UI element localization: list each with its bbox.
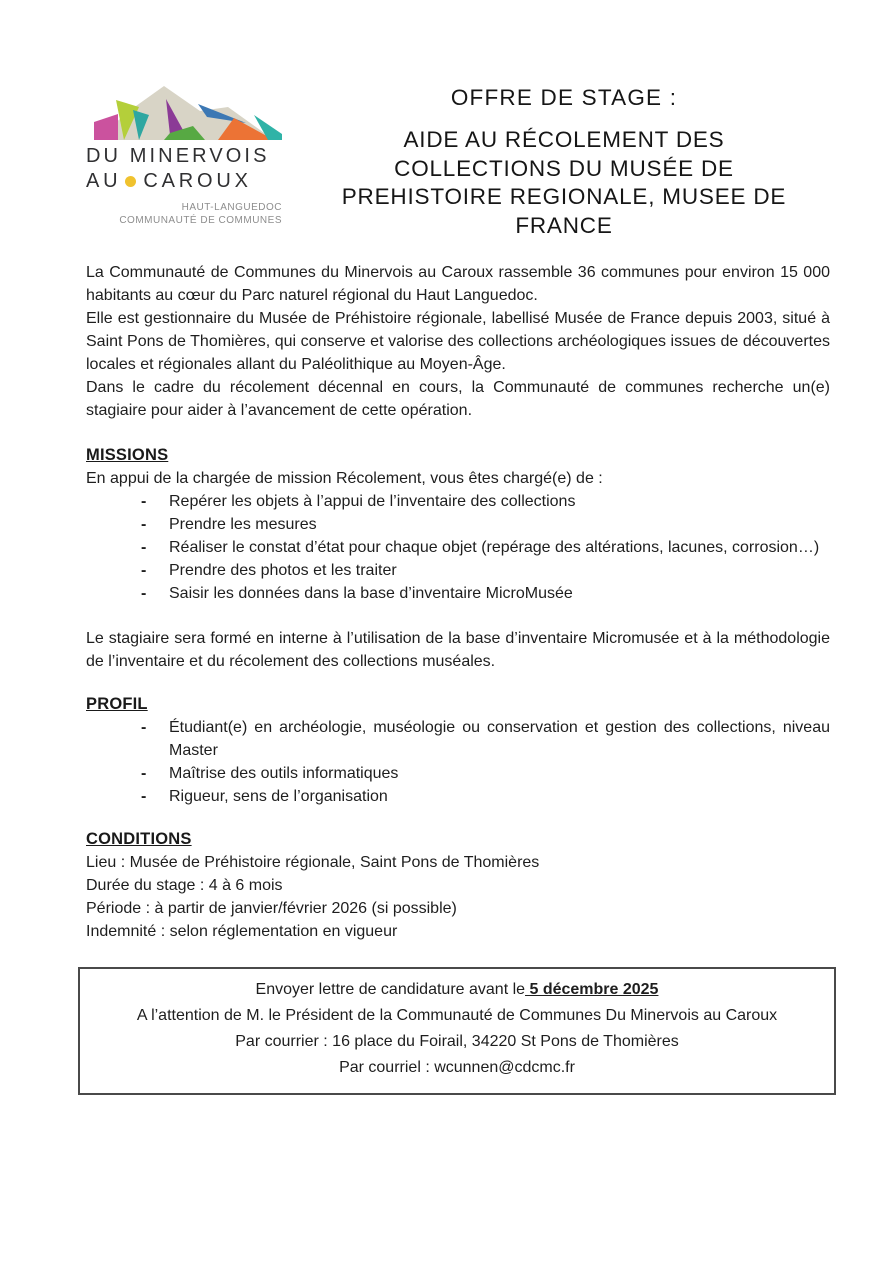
intro-paragraph-3: Dans le cadre du récolement décennal en cours, la Communauté de communes recherche un(e) stagiaire pour aider à l’avancement de cette opération. [86, 379, 830, 419]
list-item-text: Repérer les objets à l’appui de l’inventaire des collections [169, 493, 576, 510]
dash-bullet-icon: - [141, 539, 147, 556]
list-item-text: Maîtrise des outils informatiques [169, 765, 399, 782]
subtitle-line: AIDE AU RÉCOLEMENT DES [403, 127, 725, 152]
missions-section [86, 444, 830, 673]
intro-paragraph-2: Elle est gestionnaire du Musée de Préhistoire régionale, labellisé Musée de France depuis 2003, situé à Saint Pons de Thomières, qui conserve et valorise des collections archéologiques issues de découvertes locales et régionales allant du Paléolithique au Moyen-Âge. [86, 310, 830, 373]
missions-list [86, 490, 830, 605]
document-subtitle [298, 126, 830, 240]
list-item [86, 762, 830, 785]
list-item [86, 490, 830, 513]
logo-name-caroux: CAROUX [143, 170, 252, 192]
profil-section [86, 693, 830, 808]
application-box [78, 967, 836, 1095]
dash-bullet-icon: - [141, 585, 147, 602]
deadline-date: 5 décembre 2025 [525, 981, 659, 998]
list-item [86, 716, 830, 762]
list-item-text: Rigueur, sens de l’organisation [169, 788, 388, 805]
conditions-section [86, 828, 830, 943]
title-block [282, 78, 830, 240]
application-attention-line: A l’attention de M. le Président de la Communauté de Communes Du Minervois au Caroux [136, 1007, 778, 1024]
logo [86, 78, 282, 227]
document-body [0, 240, 892, 1095]
dash-bullet-icon: - [141, 788, 147, 805]
profil-heading: PROFIL [86, 695, 148, 713]
intro-paragraph-1: La Communauté de Communes du Minervois au Caroux rassemble 36 communes pour environ 15 000 habitants au cœur du Parc naturel régional du Haut Languedoc. [86, 264, 830, 304]
application-postal-line: Par courrier : 16 place du Foirail, 34220 St Pons de Thomières [235, 1033, 679, 1050]
logo-tagline-2: COMMUNAUTÉ DE COMMUNES [119, 215, 282, 226]
subtitle-line: COLLECTIONS DU MUSÉE DE [394, 155, 734, 181]
logo-dot-icon [125, 176, 136, 187]
missions-heading: MISSIONS [86, 446, 169, 464]
dash-bullet-icon: - [141, 765, 147, 782]
logo-name-line2 [86, 169, 282, 194]
application-email-line: Par courriel : wcunnen@cdcmc.fr [339, 1059, 575, 1076]
missions-intro: En appui de la chargée de mission Récolement, vous êtes chargé(e) de : [86, 470, 603, 487]
list-item [86, 513, 830, 536]
page-title: OFFRE DE STAGE : [450, 85, 678, 110]
condition-duree: Durée du stage : 4 à 6 mois [86, 877, 283, 894]
dash-bullet-icon: - [141, 493, 147, 510]
profil-list [86, 716, 830, 808]
dash-bullet-icon: - [141, 516, 147, 533]
list-item-text: Étudiant(e) en archéologie, muséologie ou conservation et gestion des collections, niveau Master [169, 719, 830, 759]
list-item [86, 536, 830, 559]
intro-section [86, 261, 830, 422]
logo-name-au: AU [86, 170, 122, 192]
logo-mountain-icon [86, 78, 282, 142]
missions-outro: Le stagiaire sera formé en interne à l’utilisation de la base d’inventaire Micromusée et à la méthodologie de l’inventaire et du récolement des collections muséales. [86, 630, 830, 670]
list-item [86, 785, 830, 808]
list-item-text: Réaliser le constat d’état pour chaque objet (repérage des altérations, lacunes, corrosion…) [169, 539, 820, 556]
deadline-prefix: Envoyer lettre de candidature avant le [255, 981, 526, 998]
list-item [86, 559, 830, 582]
document-header [0, 0, 892, 240]
dash-bullet-icon: - [141, 719, 147, 736]
logo-name-line1: DU MINERVOIS [86, 145, 270, 167]
subtitle-line: PREHISTOIRE REGIONALE, MUSEE DE [341, 184, 787, 209]
list-item-text: Prendre les mesures [169, 516, 317, 533]
condition-indemnite: Indemnité : selon réglementation en vigueur [86, 923, 398, 940]
list-item [86, 582, 830, 605]
condition-periode: Période : à partir de janvier/février 2026 (si possible) [86, 900, 457, 917]
condition-lieu: Lieu : Musée de Préhistoire régionale, Saint Pons de Thomières [86, 854, 540, 871]
dash-bullet-icon: - [141, 562, 147, 579]
list-item-text: Prendre des photos et les traiter [169, 562, 397, 579]
list-item-text: Saisir les données dans la base d’inventaire MicroMusée [169, 585, 573, 602]
conditions-heading: CONDITIONS [86, 830, 192, 848]
logo-tagline-1: HAUT-LANGUEDOC [181, 202, 282, 213]
subtitle-line: FRANCE [515, 212, 613, 238]
application-deadline-line [92, 977, 822, 1003]
